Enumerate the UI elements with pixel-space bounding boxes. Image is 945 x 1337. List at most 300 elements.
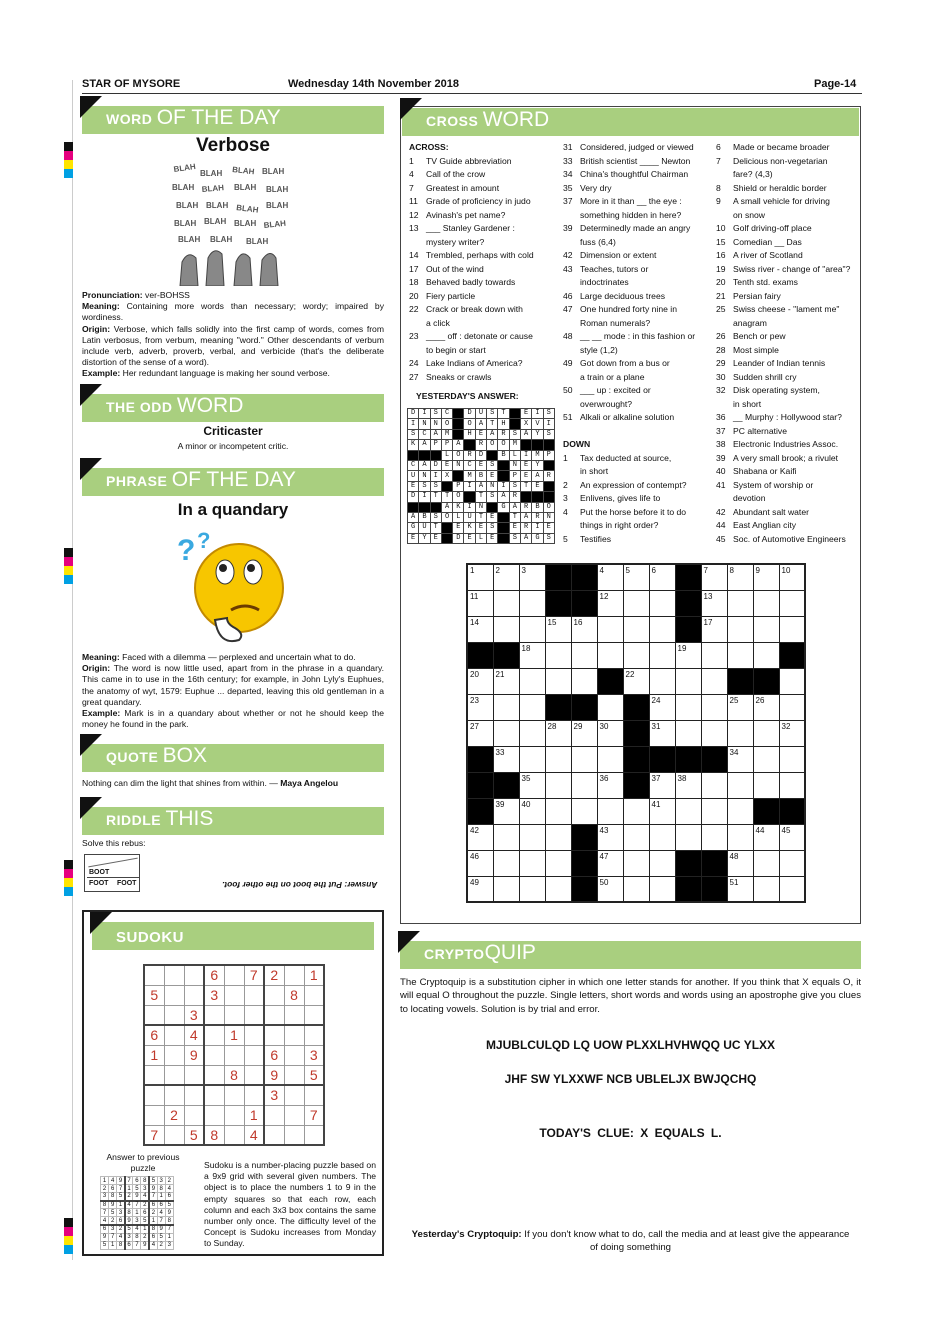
grid-cell bbox=[701, 876, 727, 902]
clue-item: 41 System of worship or bbox=[716, 479, 814, 490]
header-rule bbox=[82, 93, 862, 94]
grid-cell bbox=[753, 668, 779, 694]
grid-cell bbox=[493, 642, 519, 668]
clue-item: something hidden in here? bbox=[580, 209, 682, 220]
grid-cell: 2 bbox=[117, 1225, 125, 1233]
grid-cell bbox=[509, 409, 520, 419]
grid-cell: N bbox=[430, 419, 441, 429]
grid-cell: 8 bbox=[125, 1209, 133, 1217]
grid-cell: E bbox=[464, 533, 475, 543]
grid-cell bbox=[753, 616, 779, 642]
grid-cell: 26 bbox=[753, 694, 779, 720]
grid-cell: 9 bbox=[157, 1225, 165, 1233]
grid-cell bbox=[571, 772, 597, 798]
grid-cell: R bbox=[498, 429, 509, 439]
cryptoquip-intro: The Cryptoquip is a substitution cipher in which one letter stands for another. If you think that X equals O, it will equal O throughout the puzzle. Single letters, short words and words using an apostrophe give you clues to locating vowels. Solution is by trial and error. bbox=[400, 977, 861, 1015]
clue-item: mystery writer? bbox=[426, 236, 485, 247]
grid-cell bbox=[284, 965, 304, 985]
grid-cell: 2 bbox=[109, 1217, 117, 1225]
clue-item: 43 Teaches, tutors or bbox=[563, 263, 649, 274]
grid-cell: 28 bbox=[545, 720, 571, 746]
sudoku-previous-answer bbox=[100, 1176, 174, 1250]
grid-cell: 7 bbox=[157, 1217, 165, 1225]
grid-cell bbox=[753, 642, 779, 668]
grid-cell: 6 bbox=[149, 1201, 157, 1209]
grid-cell: E bbox=[441, 460, 452, 470]
grid-cell: 45 bbox=[779, 824, 805, 850]
grid-cell: 3 bbox=[125, 1233, 133, 1241]
quote-text: Nothing can dim the light that shines from within. — Maya Angelou bbox=[82, 778, 339, 788]
grid-cell: E bbox=[532, 481, 543, 491]
grid-cell: E bbox=[487, 533, 498, 543]
grid-cell: L bbox=[441, 450, 452, 460]
grid-cell: A bbox=[487, 429, 498, 439]
clue-item: 11 Grade of proficiency in judo bbox=[409, 196, 531, 206]
grid-cell: A bbox=[509, 502, 520, 512]
clue-item: 8 Shield or heraldic border bbox=[716, 182, 827, 193]
grid-cell: 17 bbox=[701, 616, 727, 642]
grid-cell: Y bbox=[419, 533, 430, 543]
grid-cell: A bbox=[419, 440, 430, 450]
grid-cell: C bbox=[441, 409, 452, 419]
grid-cell bbox=[430, 502, 441, 512]
grid-cell: I bbox=[408, 419, 419, 429]
grid-cell: I bbox=[520, 450, 531, 460]
grid-cell bbox=[701, 720, 727, 746]
grid-cell bbox=[727, 590, 753, 616]
grid-cell: 7 bbox=[125, 1177, 133, 1185]
svg-text:BLAH: BLAH bbox=[201, 183, 225, 194]
grid-cell bbox=[675, 876, 701, 902]
grid-cell: O bbox=[453, 492, 464, 502]
grid-cell bbox=[727, 772, 753, 798]
grid-cell bbox=[727, 798, 753, 824]
grid-cell: 4 bbox=[141, 1193, 149, 1201]
clue-item: on snow bbox=[733, 209, 766, 220]
grid-cell: A bbox=[520, 429, 531, 439]
grid-cell bbox=[701, 694, 727, 720]
grid-cell: 14 bbox=[467, 616, 493, 642]
grid-cell bbox=[204, 1045, 224, 1065]
across-heading: ACROSS: bbox=[409, 142, 449, 152]
grid-cell bbox=[727, 668, 753, 694]
grid-cell: 1 bbox=[133, 1209, 141, 1217]
grid-cell: 1 bbox=[149, 1217, 157, 1225]
grid-cell bbox=[264, 1105, 284, 1125]
svg-text:BLAH: BLAH bbox=[204, 217, 227, 226]
grid-cell: 10 bbox=[779, 564, 805, 590]
clue-item: 50 ___ up : excited or bbox=[563, 385, 651, 395]
clue-item: style (1,2) bbox=[580, 344, 618, 355]
grid-cell bbox=[244, 1065, 264, 1085]
grid-cell bbox=[224, 1105, 244, 1125]
grid-cell: 29 bbox=[571, 720, 597, 746]
grid-cell bbox=[464, 440, 475, 450]
grid-cell bbox=[493, 616, 519, 642]
grid-cell bbox=[487, 450, 498, 460]
grid-cell bbox=[779, 876, 805, 902]
grid-cell: E bbox=[453, 523, 464, 533]
grid-cell bbox=[701, 850, 727, 876]
svg-text:BLAH: BLAH bbox=[173, 162, 197, 174]
grid-cell: E bbox=[520, 409, 531, 419]
grid-cell bbox=[467, 746, 493, 772]
grid-cell bbox=[571, 850, 597, 876]
grid-cell: O bbox=[464, 419, 475, 429]
clue-item: fuss (6,4) bbox=[580, 236, 616, 247]
clue-item: indoctrinates bbox=[580, 277, 629, 287]
clue-item: 18 Behaved badly towards bbox=[409, 277, 516, 287]
grid-cell: R bbox=[475, 440, 486, 450]
grid-cell: Y bbox=[532, 429, 543, 439]
grid-cell bbox=[779, 850, 805, 876]
grid-cell bbox=[649, 668, 675, 694]
grid-cell bbox=[244, 985, 264, 1005]
grid-cell bbox=[545, 850, 571, 876]
grid-cell bbox=[519, 616, 545, 642]
clue-item: 20 Tenth std. exams bbox=[716, 277, 798, 287]
grid-cell: 25 bbox=[727, 694, 753, 720]
grid-cell: S bbox=[543, 429, 554, 439]
grid-cell bbox=[532, 440, 543, 450]
grid-cell bbox=[184, 965, 204, 985]
sudoku-grid bbox=[143, 964, 325, 1146]
grid-cell: L bbox=[509, 450, 520, 460]
grid-cell: S bbox=[408, 429, 419, 439]
grid-cell bbox=[545, 668, 571, 694]
grid-cell: 2 bbox=[101, 1185, 109, 1193]
color-bar-3 bbox=[64, 860, 73, 896]
grid-cell: A bbox=[498, 492, 509, 502]
grid-cell: S bbox=[509, 429, 520, 439]
svg-text:BLAH: BLAH bbox=[266, 201, 289, 210]
grid-cell: T bbox=[430, 492, 441, 502]
grid-cell: U bbox=[419, 523, 430, 533]
clue-item: 23 ____ off : detonate or cause bbox=[409, 331, 533, 341]
grid-cell: A bbox=[419, 460, 430, 470]
grid-cell: 5 bbox=[157, 1233, 165, 1241]
clue-item: 27 Sneaks or crawls bbox=[409, 371, 492, 382]
clue-item: 14 Trembled, perhaps with cold bbox=[409, 250, 534, 260]
grid-cell: E bbox=[520, 471, 531, 481]
grid-cell: 8 bbox=[165, 1217, 173, 1225]
grid-cell: S bbox=[487, 460, 498, 470]
grid-cell bbox=[204, 1085, 224, 1105]
phrase-title: In a quandary bbox=[177, 500, 289, 519]
grid-cell: 31 bbox=[649, 720, 675, 746]
across-clues-col2 bbox=[563, 141, 695, 546]
grid-cell: 9 bbox=[101, 1233, 109, 1241]
grid-cell bbox=[623, 772, 649, 798]
grid-cell bbox=[675, 746, 701, 772]
grid-cell: E bbox=[543, 523, 554, 533]
clue-item: 12 Avinash's pet name? bbox=[409, 209, 506, 220]
grid-cell: R bbox=[520, 502, 531, 512]
down-clues-col2 bbox=[716, 141, 850, 546]
crossword-grid bbox=[466, 563, 806, 903]
grid-cell bbox=[753, 746, 779, 772]
grid-cell: 8 bbox=[157, 1185, 165, 1193]
grid-cell bbox=[623, 720, 649, 746]
grid-cell: P bbox=[509, 471, 520, 481]
grid-cell: T bbox=[475, 512, 486, 522]
clue-item: a train or a plane bbox=[580, 371, 645, 382]
grid-cell bbox=[493, 694, 519, 720]
svg-text:BLAH: BLAH bbox=[206, 201, 229, 210]
grid-cell bbox=[224, 1005, 244, 1025]
grid-cell bbox=[304, 1025, 324, 1045]
grid-cell: E bbox=[475, 523, 486, 533]
clue-item: Roman numerals? bbox=[580, 317, 651, 328]
grid-cell: 3 bbox=[304, 1045, 324, 1065]
clue-item: 31 Considered, judged or viewed bbox=[563, 142, 694, 152]
grid-cell: S bbox=[430, 481, 441, 491]
grid-cell: M bbox=[509, 440, 520, 450]
svg-text:BLAH: BLAH bbox=[266, 185, 289, 194]
grid-cell bbox=[304, 1125, 324, 1145]
grid-cell: 2 bbox=[264, 965, 284, 985]
grid-cell: 1 bbox=[117, 1201, 125, 1209]
grid-cell: A bbox=[475, 419, 486, 429]
clue-item: 32 Disk operating system, bbox=[716, 385, 820, 395]
quote-author: Maya Angelou bbox=[280, 778, 339, 788]
grid-cell bbox=[204, 1065, 224, 1085]
grid-cell bbox=[649, 616, 675, 642]
grid-cell: P bbox=[430, 440, 441, 450]
grid-cell bbox=[519, 720, 545, 746]
grid-cell: 1 bbox=[109, 1241, 117, 1249]
grid-cell: 13 bbox=[701, 590, 727, 616]
grid-cell: 2 bbox=[125, 1193, 133, 1201]
svg-text:BLAH: BLAH bbox=[231, 165, 255, 177]
grid-cell: 7 bbox=[117, 1185, 125, 1193]
grid-cell: 8 bbox=[101, 1201, 109, 1209]
grid-cell: 4 bbox=[597, 564, 623, 590]
grid-cell bbox=[498, 460, 509, 470]
grid-cell: 9 bbox=[264, 1065, 284, 1085]
grid-cell: 9 bbox=[184, 1045, 204, 1065]
grid-cell bbox=[545, 824, 571, 850]
grid-cell: 6 bbox=[101, 1225, 109, 1233]
grid-cell bbox=[453, 409, 464, 419]
grid-cell bbox=[675, 564, 701, 590]
grid-cell: N bbox=[475, 502, 486, 512]
grid-cell: 9 bbox=[133, 1193, 141, 1201]
clue-item: 38 Electronic Industries Assoc. bbox=[716, 439, 839, 449]
grid-cell: O bbox=[441, 419, 452, 429]
grid-cell: 42 bbox=[467, 824, 493, 850]
clue-item: to begin or start bbox=[426, 344, 486, 355]
grid-cell: 8 bbox=[149, 1225, 157, 1233]
rebus-top: BOOT bbox=[89, 869, 110, 876]
grid-cell: S bbox=[487, 409, 498, 419]
grid-cell: 7 bbox=[133, 1241, 141, 1249]
clue-item: 22 Crack or break down with bbox=[409, 304, 523, 314]
grid-cell: S bbox=[487, 492, 498, 502]
quote-banner: QUOTE BOX bbox=[82, 744, 384, 772]
grid-cell: 8 bbox=[117, 1241, 125, 1249]
grid-cell bbox=[701, 746, 727, 772]
grid-cell: 6 bbox=[649, 564, 675, 590]
grid-cell: U bbox=[464, 512, 475, 522]
grid-cell: 23 bbox=[467, 694, 493, 720]
grid-cell: 5 bbox=[184, 1125, 204, 1145]
grid-cell: O bbox=[487, 440, 498, 450]
grid-cell: 2 bbox=[141, 1233, 149, 1241]
grid-cell bbox=[204, 1105, 224, 1125]
grid-cell: 5 bbox=[149, 1177, 157, 1185]
grid-cell: 6 bbox=[149, 1233, 157, 1241]
grid-cell bbox=[623, 746, 649, 772]
grid-cell: 15 bbox=[545, 616, 571, 642]
thinking-face-icon bbox=[175, 528, 290, 650]
svg-text:BLAH: BLAH bbox=[263, 218, 287, 230]
grid-cell: T bbox=[441, 492, 452, 502]
grid-cell: 3 bbox=[165, 1241, 173, 1249]
grid-cell: 9 bbox=[141, 1241, 149, 1249]
grid-cell: S bbox=[430, 409, 441, 419]
grid-cell: 3 bbox=[184, 1005, 204, 1025]
grid-cell bbox=[727, 824, 753, 850]
grid-cell: 4 bbox=[184, 1025, 204, 1045]
blah-figures-icon bbox=[170, 162, 295, 286]
grid-cell bbox=[623, 876, 649, 902]
sudoku-prev-label: Answer to previous puzzle bbox=[106, 1152, 180, 1174]
grid-cell bbox=[224, 1085, 244, 1105]
grid-cell: 22 bbox=[623, 668, 649, 694]
grid-cell: 46 bbox=[467, 850, 493, 876]
grid-cell bbox=[649, 590, 675, 616]
sudoku-banner: SUDOKU bbox=[92, 922, 374, 950]
grid-cell bbox=[467, 772, 493, 798]
grid-cell: 3 bbox=[117, 1209, 125, 1217]
clue-item: 33 British scientist ____ Newton bbox=[563, 155, 691, 166]
grid-cell bbox=[532, 492, 543, 502]
grid-cell: U bbox=[475, 409, 486, 419]
grid-cell bbox=[467, 642, 493, 668]
grid-cell bbox=[164, 1025, 184, 1045]
grid-cell bbox=[304, 1005, 324, 1025]
grid-cell bbox=[519, 850, 545, 876]
rebus-bottom-left: FOOT bbox=[89, 880, 109, 887]
grid-cell bbox=[727, 642, 753, 668]
grid-cell: O bbox=[498, 440, 509, 450]
grid-cell bbox=[623, 694, 649, 720]
grid-cell: 7 bbox=[244, 965, 264, 985]
grid-cell: 7 bbox=[304, 1105, 324, 1125]
clue-item: 42 Abundant salt water bbox=[716, 506, 809, 517]
grid-cell bbox=[493, 876, 519, 902]
grid-cell: 49 bbox=[467, 876, 493, 902]
grid-cell: 5 bbox=[165, 1201, 173, 1209]
cryptoquip-clue: TODAY'S CLUE: X EQUALS L. bbox=[539, 1126, 722, 1140]
paper-name: STAR OF MYSORE bbox=[82, 78, 181, 90]
svg-text:BLAH: BLAH bbox=[262, 167, 285, 176]
grid-cell: 1 bbox=[144, 1045, 164, 1065]
clue-item: fare? (4,3) bbox=[733, 169, 773, 179]
grid-cell: 6 bbox=[144, 1025, 164, 1045]
color-bar-1 bbox=[64, 142, 73, 178]
grid-cell bbox=[571, 876, 597, 902]
grid-cell: 5 bbox=[133, 1185, 141, 1193]
grid-cell bbox=[675, 824, 701, 850]
grid-cell: L bbox=[453, 512, 464, 522]
clue-item: 20 Fiery particle bbox=[409, 290, 476, 301]
grid-cell: B bbox=[475, 471, 486, 481]
grid-cell bbox=[597, 668, 623, 694]
grid-cell bbox=[597, 746, 623, 772]
grid-cell: 4 bbox=[133, 1225, 141, 1233]
clue-item: 35 Very dry bbox=[563, 182, 612, 193]
grid-cell bbox=[519, 746, 545, 772]
grid-cell bbox=[701, 668, 727, 694]
grid-cell: 36 bbox=[597, 772, 623, 798]
grid-cell: D bbox=[464, 409, 475, 419]
grid-cell bbox=[224, 1045, 244, 1065]
grid-cell: B bbox=[532, 502, 543, 512]
grid-cell bbox=[649, 642, 675, 668]
grid-cell: 34 bbox=[727, 746, 753, 772]
grid-cell: M bbox=[441, 429, 452, 439]
grid-cell: 7 bbox=[101, 1209, 109, 1217]
grid-cell: I bbox=[532, 523, 543, 533]
grid-cell: T bbox=[430, 523, 441, 533]
grid-cell: D bbox=[430, 460, 441, 470]
clue-item: 26 Bench or pew bbox=[716, 331, 786, 341]
svg-text:?: ? bbox=[177, 534, 196, 567]
grid-cell: 4 bbox=[125, 1201, 133, 1209]
grid-cell bbox=[164, 965, 184, 985]
grid-cell: K bbox=[408, 440, 419, 450]
grid-cell: X bbox=[520, 419, 531, 429]
grid-cell: K bbox=[453, 502, 464, 512]
odd-word-banner: THE ODD WORD bbox=[82, 394, 384, 422]
grid-cell bbox=[144, 1065, 164, 1085]
grid-cell bbox=[520, 440, 531, 450]
clue-item: 48 __ __ mode : in this fashion or bbox=[563, 331, 696, 341]
grid-cell bbox=[597, 642, 623, 668]
grid-cell: 1 bbox=[304, 965, 324, 985]
clue-item: 21 Persian fairy bbox=[716, 290, 781, 301]
cryptoquip-line-2: JHF SW YLXXWF NCB UBLELJX BWJQCHQ bbox=[504, 1072, 757, 1086]
grid-cell: C bbox=[408, 460, 419, 470]
grid-cell bbox=[701, 798, 727, 824]
grid-cell: 1 bbox=[165, 1233, 173, 1241]
grid-cell: N bbox=[543, 512, 554, 522]
grid-cell: 12 bbox=[597, 590, 623, 616]
grid-cell: 48 bbox=[727, 850, 753, 876]
grid-cell bbox=[753, 798, 779, 824]
clue-item: 1 TV Guide abbreviation bbox=[409, 155, 512, 166]
clue-item: 2 An expression of contempt? bbox=[563, 479, 687, 490]
grid-cell bbox=[727, 616, 753, 642]
color-bar-4 bbox=[64, 1218, 73, 1254]
clue-item: 30 Sudden shrill cry bbox=[716, 371, 797, 382]
grid-cell: I bbox=[498, 481, 509, 491]
grid-cell: M bbox=[532, 450, 543, 460]
grid-cell bbox=[184, 1065, 204, 1085]
clue-item: anagram bbox=[733, 317, 767, 328]
grid-cell: 2 bbox=[149, 1209, 157, 1217]
grid-cell bbox=[264, 985, 284, 1005]
grid-cell bbox=[164, 1065, 184, 1085]
grid-cell: E bbox=[475, 429, 486, 439]
grid-cell: 32 bbox=[779, 720, 805, 746]
cryptoquip-banner: CRYPTOQUIP bbox=[400, 941, 861, 969]
grid-cell bbox=[779, 616, 805, 642]
grid-cell bbox=[441, 523, 452, 533]
grid-cell bbox=[571, 798, 597, 824]
